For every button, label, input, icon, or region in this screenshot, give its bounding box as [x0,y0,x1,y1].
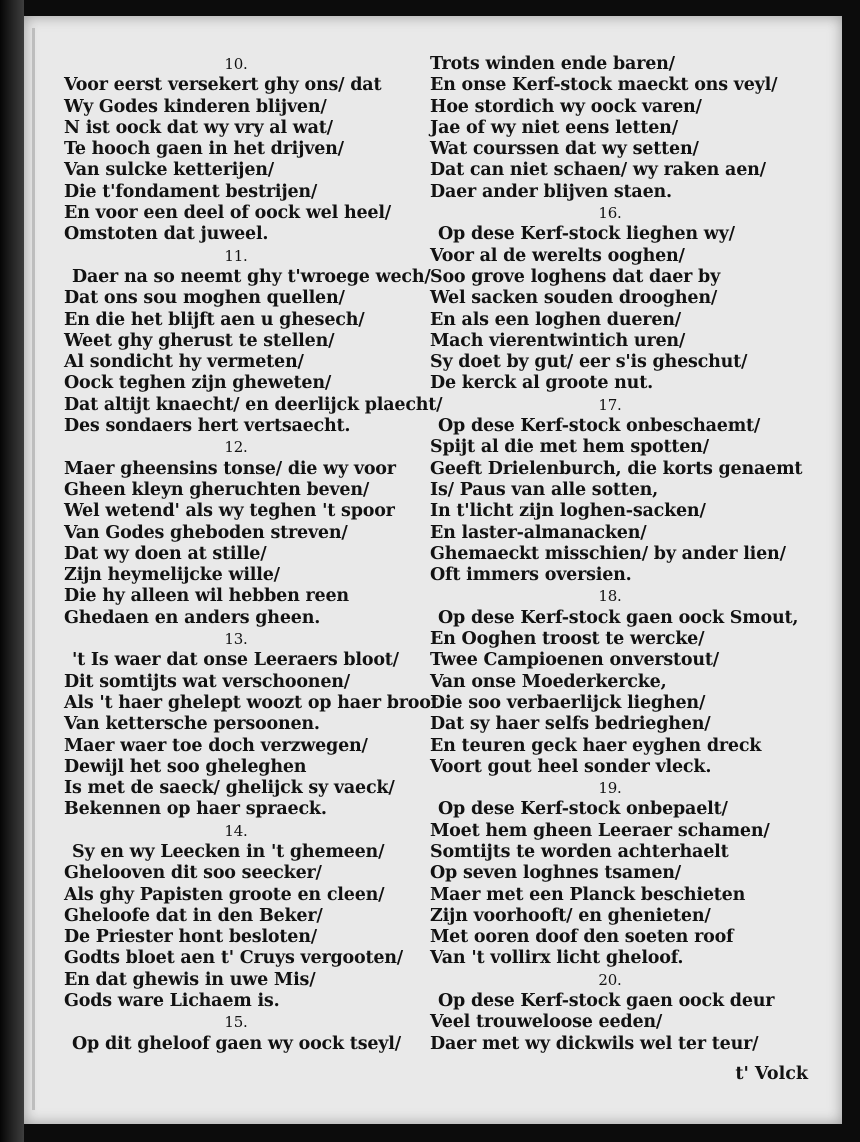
verse-line: Op dese Kerf-stock onbepaelt/ [438,799,728,820]
verse-line: Die soo verbaerlijck lieghen/ [430,692,706,713]
verse-line: In t'licht zijn loghen-sacken/ [430,501,706,522]
verse-line: Dat ons sou moghen quellen/ [64,288,345,309]
verse-line: Ghedaen en anders gheen. [64,607,321,628]
catchword: t' Volck [735,1064,808,1084]
verse-line: Mach vierentwintich uren/ [430,330,686,351]
verse-line: Daer ander blijven staen. [430,181,672,202]
verse-line: Bekennen op haer spraeck. [64,799,327,820]
verse-line: Maer gheensins tonse/ die wy voor [64,458,396,479]
stanza-number: 11. [224,246,248,265]
verse-line: Voort gout heel sonder vleck. [430,756,712,777]
stanza-number: 13. [224,630,248,649]
verse-line: En laster-almanacken/ [430,522,647,543]
verse-line: Sy en wy Leecken in 't ghemeen/ [72,841,385,862]
verse-line: En Ooghen troost te wercke/ [430,629,705,650]
verse-line: Ghelooven dit soo seecker/ [64,863,322,884]
verse-line: Van kettersche persoonen. [64,714,320,735]
verse-line: Dewijl het soo gheleghen [64,756,307,777]
verse-line: Wy Godes kinderen blijven/ [64,96,327,117]
verse-line: Van 't vollirx licht gheloof. [430,948,684,969]
verse-line: Oft immers oversien. [430,565,632,586]
verse-line: Die t'fondament bestrijen/ [64,181,318,202]
verse-line: Omstoten dat juweel. [64,224,269,245]
verse-line: Op dese Kerf-stock onbeschaemt/ [438,416,761,437]
verse-line: Is met de saeck/ ghelijck sy vaeck/ [64,778,395,799]
verse-line: Dat can niet schaen/ wy raken aen/ [430,160,766,181]
verse-line: Gods ware Lichaem is. [64,991,280,1012]
verse-line: Te hooch gaen in het drijven/ [64,139,344,160]
verse-line: Als ghy Papisten groote en cleen/ [64,884,385,905]
verse-line: Die hy alleen wil hebben reen [64,586,349,607]
verse-line: Weet ghy gherust te stellen/ [64,330,335,351]
verse-line: Al sondicht hy vermeten/ [64,352,304,373]
verse-line: Daer na so neemt ghy t'wroege wech/ [72,266,431,287]
stanza-number: 14. [224,821,248,840]
verse-line: Ghemaeckt misschien/ by ander lien/ [430,543,786,564]
page-edge-line [32,28,35,1110]
stanza-number: 19. [598,779,622,798]
stanza-number: 15. [224,1013,248,1032]
verse-line: Moet hem gheen Leeraer schamen/ [430,820,770,841]
stanza-number: 12. [224,438,248,457]
verse-line: Jae of wy niet eens letten/ [430,117,678,138]
verse-line: Op seven loghnes tsamen/ [430,863,682,884]
verse-line: Zijn voorhooft/ en ghenieten/ [430,905,711,926]
verse-line: Op dese Kerf-stock gaen oock deur [438,991,775,1012]
verse-line: Voor al de werelts ooghen/ [430,245,685,266]
verse-line: En die het blijft aen u ghesech/ [64,309,365,330]
verse-line: Twee Campioenen onverstout/ [430,650,719,671]
verse-line: Zijn heymelijcke wille/ [64,565,280,586]
verse-line: Voor eerst versekert ghy ons/ dat [64,75,382,96]
verse-line: N ist oock dat wy vry al wat/ [64,117,333,138]
verse-line: Hoe stordich wy oock varen/ [430,96,702,117]
verse-line: Dat sy haer selfs bedrieghen/ [430,714,711,735]
verse-line: Gheloofe dat in den Beker/ [64,905,323,926]
verse-line: Godts bloet aen t' Cruys vergooten/ [64,948,403,969]
verse-line: Maer met een Planck beschieten [430,884,746,905]
stanza-number: 16. [598,204,622,223]
verse-line: En onse Kerf-stock maeckt ons veyl/ [430,75,778,96]
verse-line: Somtijts te worden achterhaelt [430,841,729,862]
verse-line: Wel sacken souden drooghen/ [430,288,718,309]
verse-line: Van sulcke ketterijen/ [64,160,274,181]
verse-line: Oock teghen zijn gheweten/ [64,373,332,394]
book-spine-shadow [0,0,24,1142]
left-column [64,54,443,1055]
verse-line: Dat wy doen at stille/ [64,543,267,564]
stanza-number: 17. [598,395,622,414]
verse-line: En als een loghen dueren/ [430,309,681,330]
verse-line: Wel wetend' als wy teghen 't spoor [64,501,395,522]
stanza-number: 20. [598,970,622,989]
verse-line: De kerck al groote nut. [430,373,653,394]
verse-line: Met ooren doof den soeten roof [430,927,734,948]
verse-line: Geeft Drielenburch, die korts genaemt [430,458,803,479]
verse-line: Spijt al die met hem spotten/ [430,437,709,458]
verse-line: Sy doet by gut/ eer s'is gheschut/ [430,352,748,373]
stanza-number: 18. [598,587,622,606]
verse-line: Wat courssen dat wy setten/ [430,139,699,160]
verse-line: Gheen kleyn gheruchten beven/ [64,479,370,500]
verse-line: Maer waer toe doch verzwegen/ [64,735,368,756]
verse-line: Van Godes gheboden streven/ [64,522,348,543]
verse-line: En teuren geck haer eyghen dreck [430,735,762,756]
verse-line: Dit somtijts wat verschoonen/ [64,671,350,692]
verse-line: Op dese Kerf-stock lieghen wy/ [438,224,735,245]
verse-line: Van onse Moederkercke, [430,671,667,692]
stanza-number: 10. [224,55,248,73]
verse-line: 't Is waer dat onse Leeraers bloot/ [72,650,399,671]
verse-line: En voor een deel of oock wel heel/ [64,203,391,224]
right-column [430,54,830,1055]
verse-line: De Priester hont besloten/ [64,927,317,948]
verse-line: Daer met wy dickwils wel ter teur/ [430,1033,759,1054]
verse-line: Op dese Kerf-stock gaen oock Smout, [438,607,799,628]
verse-line: Dat altijt knaecht/ en deerlijck plaecht/ [64,394,443,415]
verse-line: Op dit gheloof gaen wy oock tseyl/ [72,1033,401,1054]
verse-line: Is/ Paus van alle sotten, [430,479,659,500]
verse-line: Des sondaers hert vertsaecht. [64,416,351,437]
verse-line: En dat ghewis in uwe Mis/ [64,969,316,990]
verse-line: Als 't haer ghelept woozt op haer broot [64,692,439,713]
verse-line: Veel trouweloose eeden/ [430,1012,663,1033]
verse-line: Trots winden ende baren/ [430,54,675,74]
verse-line: Soo grove loghens dat daer by [430,266,721,287]
